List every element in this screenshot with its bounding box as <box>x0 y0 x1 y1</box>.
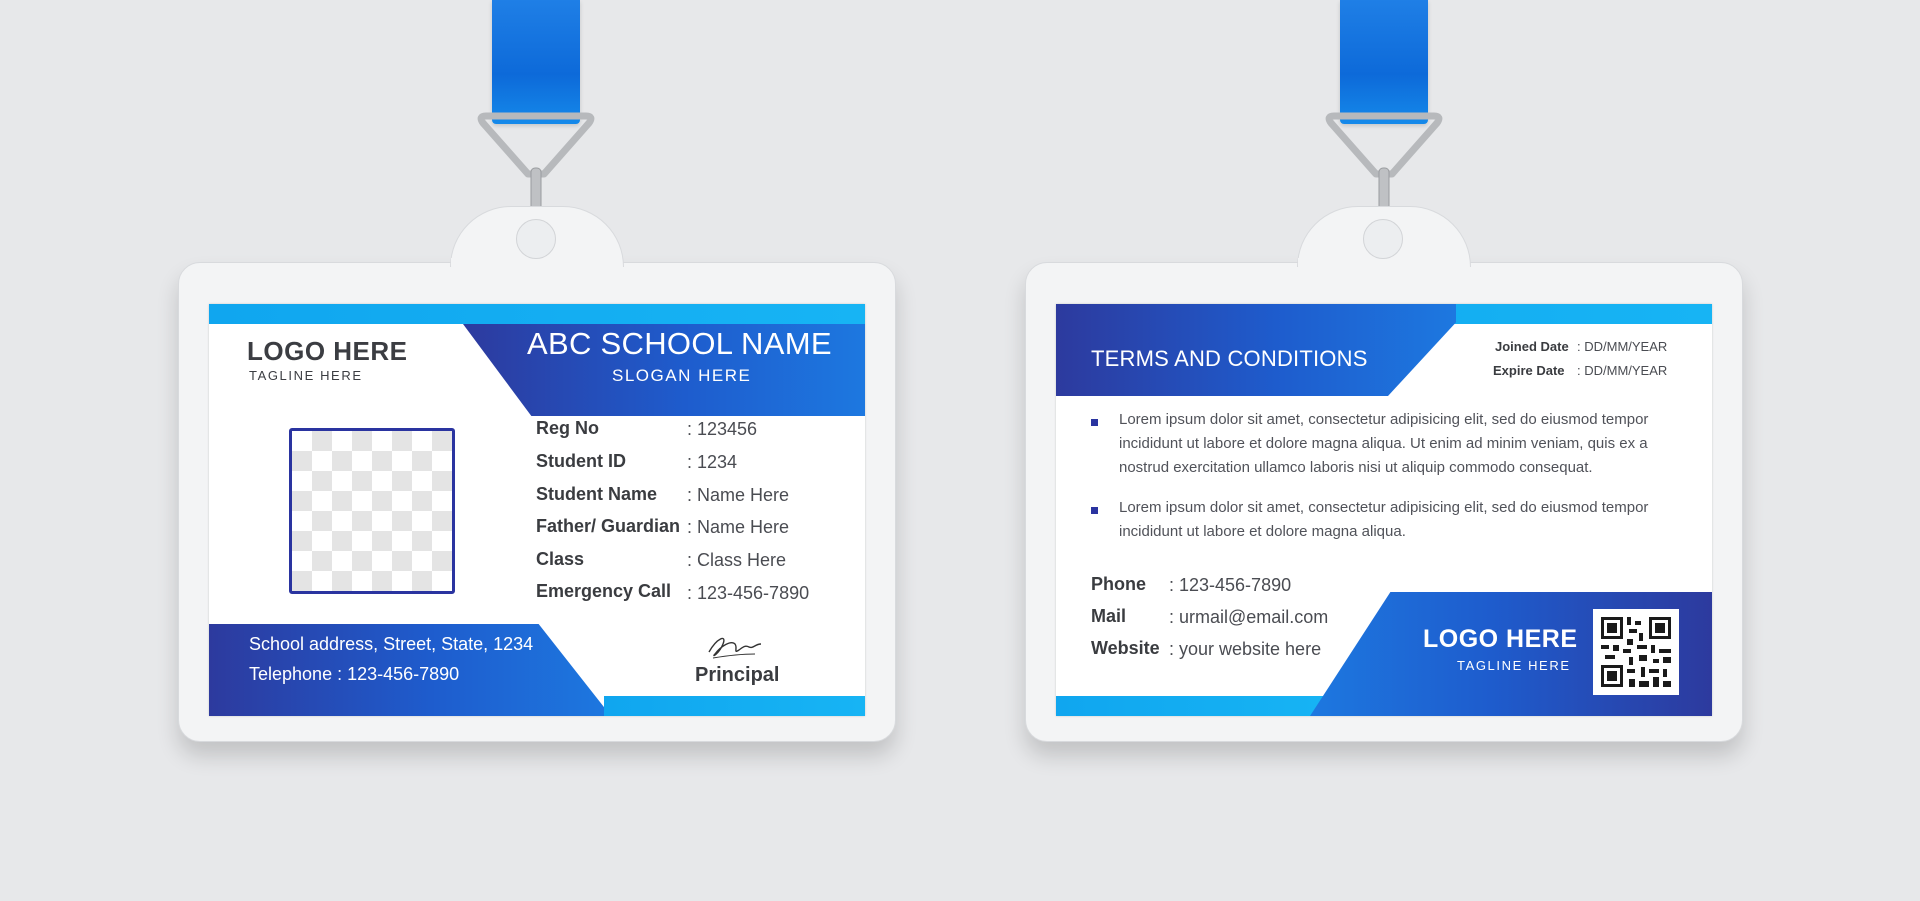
school-address: School address, Street, State, 1234 <box>249 634 534 654</box>
contact-mail-label: Mail <box>1091 606 1127 626</box>
school-slogan: SLOGAN HERE <box>612 366 752 385</box>
back-logo: LOGO HERE <box>1423 625 1578 653</box>
photo-placeholder <box>289 428 455 594</box>
term-text: Lorem ipsum dolor sit amet, consectetur adipisicing elit, sed do eiusmod tempor incididunt ut labore et dolore magna aliqua. <box>1119 499 1649 540</box>
terms-title: TERMS AND CONDITIONS <box>1091 346 1368 371</box>
term-text: Lorem ipsum dolor sit amet, consectetur adipisicing elit, sed do eiusmod tempor incididunt ut labore et dolore magna aliqua. Ut enim ad minim veniam, quis ex a nostrud exercitation ullamco laboris nisi ut aliquip commodo consequat. <box>1119 411 1649 476</box>
contact-website-label: Website <box>1091 638 1160 658</box>
school-name: ABC SCHOOL NAME <box>527 326 832 361</box>
field-class-value: : Class Here <box>687 550 787 570</box>
contact-mail-value: : urmail@email.com <box>1169 607 1329 627</box>
school-telephone: Telephone : 123-456-7890 <box>249 664 460 684</box>
qr-code-icon <box>1593 609 1679 695</box>
term-bullet <box>1091 507 1098 514</box>
front-lanyard-strap <box>492 0 580 124</box>
joined-date-label: Joined Date <box>1495 339 1569 354</box>
field-student-name-value: : Name Here <box>687 485 790 505</box>
field-student-id-value: : 1234 <box>687 452 738 472</box>
front-tagline: TAGLINE HERE <box>249 368 363 383</box>
contact-phone-value: : 123-456-7890 <box>1169 575 1292 595</box>
principal-signature <box>705 630 767 662</box>
contact-website-value: : your website here <box>1169 639 1322 659</box>
front-bottom-stripe <box>604 696 865 716</box>
front-logo: LOGO HERE <box>247 336 408 366</box>
field-student-name-label: Student Name <box>536 484 658 504</box>
principal-label: Principal <box>695 664 780 686</box>
back-id-card <box>1056 304 1712 716</box>
contact-phone-label: Phone <box>1091 574 1147 594</box>
joined-date-value: : DD/MM/YEAR <box>1577 339 1668 354</box>
back-holder-hole <box>1363 219 1403 259</box>
field-guardian-label: Father/ Guardian <box>536 516 681 536</box>
back-tagline: TAGLINE HERE <box>1457 658 1571 673</box>
back-lanyard-strap <box>1340 0 1428 124</box>
front-top-stripe <box>209 304 865 324</box>
field-guardian-value: : Name Here <box>687 517 790 537</box>
field-student-id-label: Student ID <box>536 451 626 471</box>
field-reg-no-value: : 123456 <box>687 419 758 439</box>
field-emergency-value: : 123-456-7890 <box>687 583 810 603</box>
expire-date-value: : DD/MM/YEAR <box>1577 363 1668 378</box>
expire-date-label: Expire Date <box>1493 363 1565 378</box>
field-class-label: Class <box>536 549 585 569</box>
front-id-card <box>209 304 865 716</box>
field-reg-no-label: Reg No <box>536 418 599 438</box>
field-emergency-label: Emergency Call <box>536 581 672 601</box>
front-holder-hole <box>516 219 556 259</box>
back-bottom-stripe <box>1056 696 1336 716</box>
term-bullet <box>1091 419 1098 426</box>
